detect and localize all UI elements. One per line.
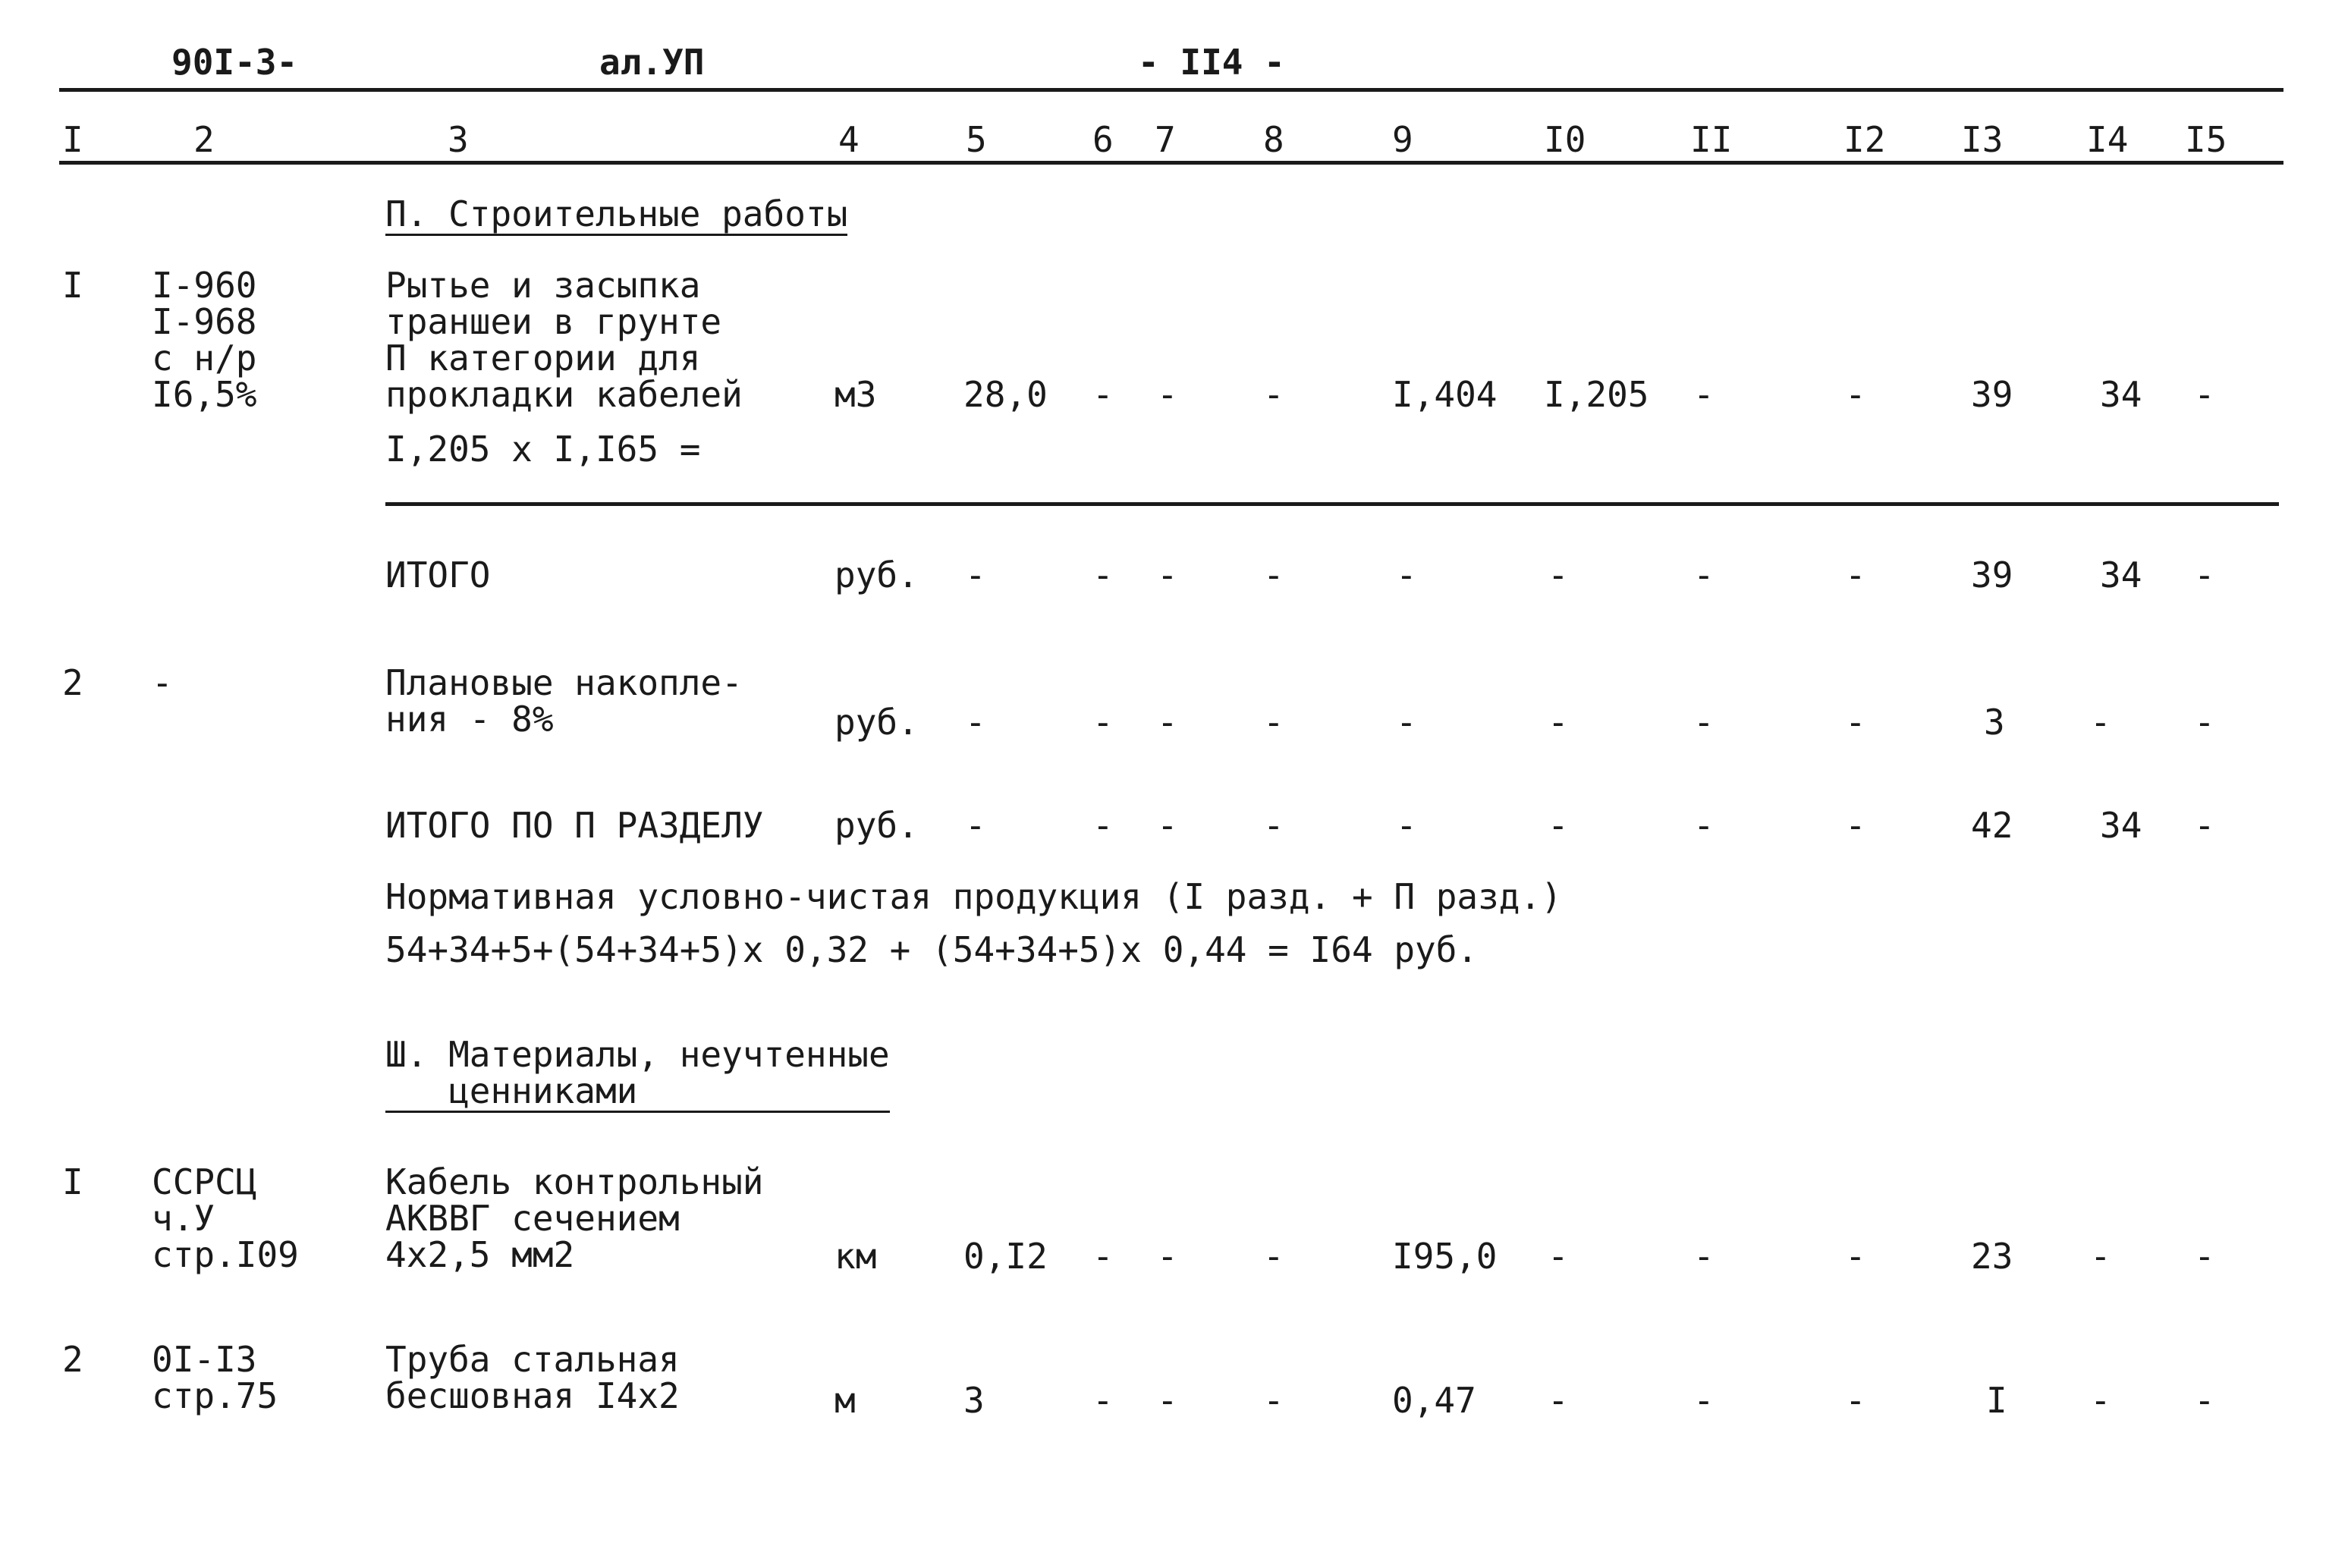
cell-6: - — [1092, 555, 1114, 595]
cell-7: - — [1157, 1380, 1178, 1421]
cell-8: - — [1263, 702, 1284, 743]
cell-12: - — [1845, 805, 1866, 846]
norm-code: 0I-I3 стр.75 — [152, 1339, 278, 1416]
work-name: Кабель контрольный АКВВГ сечением 4x2,5 мм2 — [385, 1161, 764, 1275]
cell-10: - — [1548, 805, 1569, 846]
document-series: 90I-3- — [171, 42, 298, 83]
cell-13: 42 — [1971, 805, 2013, 846]
section-title: Ш. Материалы, неучтенные ценниками — [385, 1034, 890, 1111]
cell-14: - — [2090, 1236, 2111, 1277]
column-number: 7 — [1155, 119, 1176, 160]
album-number: ал.УП — [599, 42, 705, 83]
column-number: 6 — [1092, 119, 1114, 160]
column-number: II — [1690, 119, 1733, 160]
cell-9: 0,47 — [1392, 1380, 1476, 1421]
header-rule — [59, 88, 2283, 92]
cell-7: - — [1157, 374, 1178, 415]
cell-7: - — [1157, 805, 1178, 846]
cell-10: I,205 — [1544, 374, 1649, 415]
work-name: Плановые накопле- ния - 8% — [385, 662, 743, 740]
work-name: Рытье и засыпка траншеи в грунте П категории для прокладки кабелей — [385, 265, 743, 415]
column-number: I — [62, 119, 83, 160]
subtotal-rule — [385, 502, 2279, 506]
norm-code: I-960 I-968 с н/р I6,5% — [152, 265, 257, 415]
cell-12: - — [1845, 555, 1866, 595]
cell-13: 39 — [1971, 555, 2013, 595]
cell-14: - — [2090, 1380, 2111, 1421]
cell-9: - — [1396, 805, 1417, 846]
cell-8: - — [1263, 555, 1284, 595]
unit: м — [834, 1380, 856, 1421]
cell-8: - — [1263, 1236, 1284, 1277]
cell-10: - — [1548, 1380, 1569, 1421]
column-number: I0 — [1544, 119, 1586, 160]
cell-12: - — [1845, 702, 1866, 743]
norm-code: ССРСЦ ч.У стр.I09 — [152, 1161, 299, 1275]
cell-8: - — [1263, 805, 1284, 846]
cell-13: 3 — [1984, 702, 2005, 743]
cell-7: - — [1157, 1236, 1178, 1277]
cell-6: - — [1092, 805, 1114, 846]
cell-6: - — [1092, 1236, 1114, 1277]
cell-11: - — [1693, 1236, 1715, 1277]
normative-production-formula: 54+34+5+(54+34+5)x 0,32 + (54+34+5)x 0,44 = I64 руб. — [385, 929, 1479, 970]
column-number: 5 — [966, 119, 987, 160]
cell-12: - — [1845, 1380, 1866, 1421]
cell-11: - — [1693, 374, 1715, 415]
cell-15: - — [2194, 702, 2215, 743]
cell-5: - — [965, 805, 986, 846]
cell-15: - — [2194, 805, 2215, 846]
row-number: I — [62, 265, 83, 306]
cell-10: - — [1548, 702, 1569, 743]
cell-10: - — [1548, 1236, 1569, 1277]
cell-14: 34 — [2100, 374, 2142, 415]
cell-10: - — [1548, 555, 1569, 595]
work-name: Труба стальная бесшовная I4x2 — [385, 1339, 680, 1416]
cell-11: - — [1693, 555, 1715, 595]
unit: руб. — [834, 555, 919, 595]
unit: м3 — [834, 374, 877, 415]
cell-6: - — [1092, 702, 1114, 743]
cell-15: - — [2194, 555, 2215, 595]
cell-11: - — [1693, 1380, 1715, 1421]
cell-11: - — [1693, 805, 1715, 846]
cell-13: 23 — [1971, 1236, 2013, 1277]
cell-8: - — [1263, 374, 1284, 415]
column-numbers-rule — [59, 161, 2283, 165]
quantity: 3 — [963, 1380, 985, 1421]
unit: руб. — [834, 702, 919, 743]
column-number: 3 — [448, 119, 469, 160]
calc-formula: I,205 x I,I65 = — [385, 429, 701, 470]
quantity: 0,I2 — [963, 1236, 1048, 1277]
cell-14: 34 — [2100, 555, 2142, 595]
page-number: - II4 - — [1138, 42, 1285, 83]
cell-14: 34 — [2100, 805, 2142, 846]
cell-9: I,404 — [1392, 374, 1498, 415]
unit: руб. — [834, 805, 919, 846]
cell-9: I95,0 — [1392, 1236, 1498, 1277]
cell-15: - — [2194, 1380, 2215, 1421]
section-title: П. Строительные работы — [385, 193, 848, 234]
column-number: 8 — [1263, 119, 1284, 160]
cell-14: - — [2090, 702, 2111, 743]
column-number: I2 — [1843, 119, 1886, 160]
cell-5: - — [965, 702, 986, 743]
cell-9: - — [1396, 702, 1417, 743]
cell-9: - — [1396, 555, 1417, 595]
cell-6: - — [1092, 1380, 1114, 1421]
norm-code: - — [152, 662, 173, 703]
quantity: 28,0 — [963, 374, 1048, 415]
row-number: I — [62, 1161, 83, 1202]
subtotal-label: ИТОГО — [385, 555, 491, 595]
cell-11: - — [1693, 702, 1715, 743]
column-number: I5 — [2185, 119, 2227, 160]
cell-15: - — [2194, 374, 2215, 415]
column-number: 9 — [1392, 119, 1413, 160]
column-number: 2 — [193, 119, 215, 160]
normative-production-title: Нормативная условно-чистая продукция (I разд. + П разд.) — [385, 876, 1562, 917]
unit: км — [834, 1236, 877, 1277]
cell-7: - — [1157, 555, 1178, 595]
cell-8: - — [1263, 1380, 1284, 1421]
section-total-label: ИТОГО ПО П РАЗДЕЛУ — [385, 805, 764, 846]
column-number: I4 — [2086, 119, 2129, 160]
cell-12: - — [1845, 374, 1866, 415]
cell-7: - — [1157, 702, 1178, 743]
cell-12: - — [1845, 1236, 1866, 1277]
column-number: I3 — [1961, 119, 2004, 160]
cell-13: 39 — [1971, 374, 2013, 415]
cell-5: - — [965, 555, 986, 595]
column-number: 4 — [838, 119, 860, 160]
cell-6: - — [1092, 374, 1114, 415]
cell-15: - — [2194, 1236, 2215, 1277]
cell-13: I — [1986, 1380, 2007, 1421]
row-number: 2 — [62, 662, 83, 703]
row-number: 2 — [62, 1339, 83, 1380]
